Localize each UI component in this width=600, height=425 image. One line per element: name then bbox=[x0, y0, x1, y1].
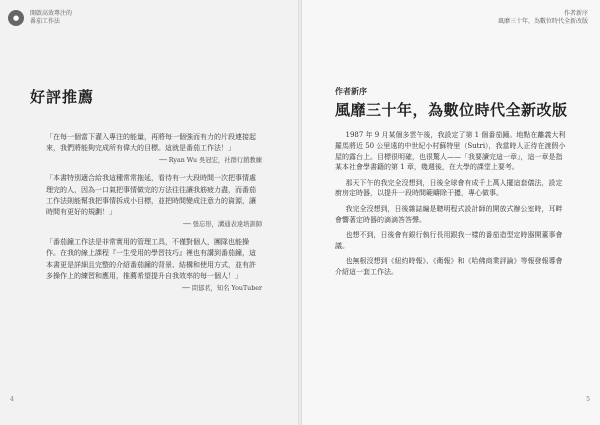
header-line-2: 番茄工作法 bbox=[30, 18, 61, 25]
praise-quotes bbox=[46, 132, 262, 301]
quote-source: ── 問郁茗，知名 YouTuber bbox=[182, 285, 262, 293]
page-number-left: 4 bbox=[10, 396, 14, 403]
body-paragraph: 1987 年 9 月某個多雲午後，我設定了第 1 個番茄鐘。地點在離義大利羅馬將近 50 公里遠的中世紀小村蘇特里（Sutri），我當時人正待在渡假小屋的露台上。目標很明確，也很驚人——「我要讀完這一章」，這一章是指某本社會學書籍的第 1 章，幾週後，在大學的課堂上要考。 bbox=[335, 131, 566, 172]
body-paragraph: 也想不到，日後會有銀行執行長用跟我一樣的番茄造型定時器開董事會議。 bbox=[335, 230, 563, 250]
quote-block bbox=[46, 173, 262, 230]
page-number-right: 5 bbox=[586, 396, 590, 403]
quote-block bbox=[46, 132, 262, 166]
header-line-1: 開啟高效專注的 bbox=[30, 10, 73, 17]
quote-text: 「番茄鐘工作法是非常實用的管理工具，不僅對個人，團隊也能操作。在我的線上課程『一生受用的學習技巧』裡也有講到番茄鐘，這本書更是詳細且完整的介紹番茄鐘的背景、結構和使用方式，並有許多操作上的練習和應用，推薦希望提升自我效率的每一個人！」 bbox=[46, 238, 256, 280]
section-title: 好評推薦 bbox=[30, 88, 95, 106]
body-paragraph: 那天下午的我完全沒想到，日後全球會有成千上萬人擺這套儀法，設定廚房定時器，以提升一段時間範疇除干擾，專心做事。 bbox=[335, 178, 563, 198]
running-header-right bbox=[498, 10, 588, 26]
preface-label: 作者新序 bbox=[335, 86, 367, 96]
body-paragraph: 我完全沒想到，日後雜誌編是聰明程式設計師的開放式辦公室時，耳畔會響著定時器的滴滴答答聲。 bbox=[335, 204, 563, 224]
preface-body bbox=[335, 130, 567, 282]
quote-block bbox=[46, 237, 262, 294]
body-paragraph: 也無根沒想到《紐約時報》、《衛報》和《哈佛商業評論》等報發報導會介紹這一套工作法。 bbox=[335, 256, 563, 276]
running-header-left bbox=[8, 10, 72, 26]
quote-source: ── Ryan Wu 吳冠宏，社群行銷教練 bbox=[159, 157, 262, 165]
book-gutter bbox=[298, 0, 302, 425]
quote-source: ── 張忘形，溝通表達培訓師 bbox=[183, 221, 262, 229]
quote-text: 「本書特別適合給我這種常常拖延，看待有一大段時間一次把事情處理完的人，因為一口氣把事情做完的方法往往讓我筋疲力盡，而番茄工作法則能幫我把事情拆成小目標，並把時間變成注意力的資源，讓時間有更好的規劃！」 bbox=[46, 174, 256, 217]
preface-title: 風靡三十年，為數位時代全新改版 bbox=[335, 101, 568, 119]
header-line-2: 風靡三十年，為數位時代全新改版 bbox=[497, 18, 588, 25]
quote-text: 「在每一個當下灌入專注的能量，再將每一個強而有力的片段連接起來，我們將能夠完成所有偉大的目標。這就是番茄工作法！」 bbox=[46, 133, 256, 153]
publisher-logo-icon: ● bbox=[8, 10, 24, 26]
header-line-1: 作者新序 bbox=[563, 10, 588, 17]
